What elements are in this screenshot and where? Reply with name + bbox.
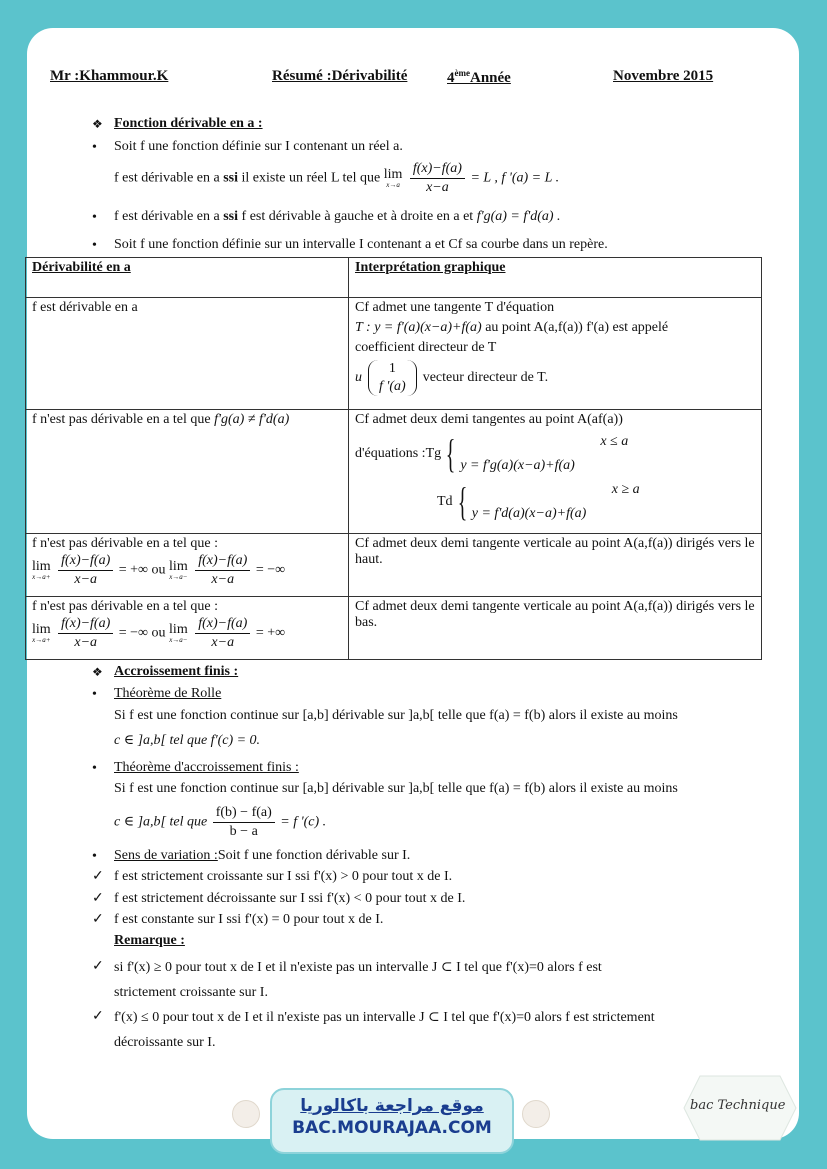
- stamp-text: bac Technique: [690, 1098, 786, 1113]
- table-row: [26, 298, 762, 410]
- remark2-line1: f'(x) ≤ 0 pour tout x de I et il n'existe pas un intervalle J ⊂ I tel que f'(x)=0 alors f est strictement: [114, 1010, 655, 1025]
- remark1-line1: si f'(x) ≥ 0 pour tout x de I et il n'existe pas un intervalle J ⊂ I tel que f'(x)=0 alors f est: [114, 960, 602, 975]
- bullet-icon: •: [92, 140, 97, 155]
- row4-right: Cf admet deux demi tangente verticale au point A(a,f(a)) dirigés vers le bas.: [349, 597, 762, 660]
- remark2-line2: décroissante sur I.: [114, 1035, 216, 1050]
- check-icon: ✓: [92, 959, 104, 974]
- check-icon: ✓: [92, 1009, 104, 1024]
- taf-line1: Si f est une fonction continue sur [a,b] dérivable sur ]a,b[ telle que f(a) = f(b) alors il existe au moins: [114, 781, 678, 796]
- check-icon: ✓: [92, 869, 104, 884]
- diamond-bullet-icon: ❖: [92, 117, 103, 131]
- site-logo-left-icon: [232, 1100, 260, 1128]
- row1-left: f est dérivable en a: [26, 298, 349, 410]
- limit-symbol: lim x→a: [383, 166, 403, 189]
- check-line1: f est strictement croissante sur I ssi f'(x) > 0 pour tout x de I.: [114, 869, 453, 884]
- doc-title: Résumé :Dérivabilité: [272, 68, 408, 84]
- bullet-icon: •: [92, 761, 97, 776]
- row3-left: f n'est pas dérivable en a tel que : lim x→a+ $\frac{f(x)-f(a)}{x-a}$ = +∞ ou lim x→a− $\frac{f(x)-f(a)}{x-a}$ = −∞: [26, 534, 349, 597]
- row2-left: f n'est pas dérivable en a tel que f'g(a) ≠ f'd(a): [26, 410, 349, 534]
- rolle-line1: Si f est une fonction continue sur [a,b] dérivable sur ]a,b[ telle que f(a) = f(b) alors il existe au moins: [114, 708, 678, 723]
- section1-heading: Fonction dérivable en a :: [114, 116, 263, 131]
- s1-b3-text: Soit f une fonction définie sur un intervalle I contenant a et Cf sa courbe dans un repère.: [114, 237, 608, 252]
- remarque-heading: Remarque :: [114, 933, 185, 948]
- rolle-title: Théorème de Rolle: [114, 686, 222, 701]
- row1-right: Cf admet une tangente T d'équation T : y = f'(a)(x−a)+f(a) au point A(a,f(a)) f'(a) est appelé coefficient directeur de T u 1 f '(a) vecteur directeur de T.: [349, 298, 762, 410]
- check-icon: ✓: [92, 891, 104, 906]
- table-row: [26, 534, 762, 597]
- derivability-table: [25, 257, 762, 660]
- s1-b2: f est dérivable en a ssi f est dérivable à gauche et à droite en a et f'g(a) = f'd(a) .: [114, 209, 561, 224]
- check-line3: f est constante sur I ssi f'(x) = 0 pour tout x de I.: [114, 912, 384, 927]
- site-name-arabic: موقع مراجعة باكالوريا: [300, 1096, 484, 1116]
- check-line2: f est strictement décroissante sur I ssi f'(x) < 0 pour tout x de I.: [114, 891, 466, 906]
- taf-line2: c ∈ ]a,b[ tel que $\frac{f(b) - f(a)}{b - a}$ = f '(c) .: [114, 805, 327, 839]
- author: Mr :Khammour.K: [50, 68, 169, 84]
- derivative-fraction: $\frac{f(x)-f(a)}{x-a}$: [410, 160, 465, 197]
- check-icon: ✓: [92, 912, 104, 927]
- section2-heading: Accroissement finis :: [114, 664, 239, 679]
- bullet-icon: •: [92, 687, 97, 702]
- sens-line: Sens de variation :Soit f une fonction dérivable sur I.: [114, 848, 411, 863]
- taf-title: Théorème d'accroissement finis :: [114, 760, 299, 775]
- level: 4èmeAnnée: [447, 68, 511, 86]
- bullet-icon: •: [92, 238, 97, 253]
- table-row: [26, 597, 762, 660]
- bullet-icon: •: [92, 849, 97, 864]
- row3-right: Cf admet deux demi tangente verticale au point A(a,f(a)) dirigés vers le haut.: [349, 534, 762, 597]
- bac-technique-stamp: [680, 1068, 800, 1148]
- remark1-line2: strictement croissante sur I.: [114, 985, 268, 1000]
- site-logo-right-icon: [522, 1100, 550, 1128]
- row4-left: f n'est pas dérivable en a tel que : lim x→a+ $\frac{f(x)-f(a)}{x-a}$ = −∞ ou lim x→a− $\frac{f(x)-f(a)}{x-a}$ = +∞: [26, 597, 349, 660]
- diamond-bullet-icon: ❖: [92, 665, 103, 679]
- s1-b1-text: Soit f une fonction définie sur I contenant un réel a.: [114, 139, 403, 154]
- site-banner[interactable]: [270, 1088, 514, 1154]
- col-header-interpretation: Interprétation graphique: [349, 258, 762, 298]
- s1-def-line: f est dérivable en a ssi il existe un réel L tel que lim x→a $\frac{f(x)-f(a)}{x-a}$ = L , f '(a) = L .: [114, 161, 560, 195]
- table-row: [26, 410, 762, 534]
- site-url[interactable]: BAC.MOURAJAA.COM: [292, 1118, 492, 1138]
- col-header-derivabilite: Dérivabilité en a: [26, 258, 349, 298]
- rolle-line2: c ∈ ]a,b[ tel que f'(c) = 0.: [114, 733, 261, 748]
- table-header-row: [26, 258, 762, 298]
- date: Novembre 2015: [613, 68, 714, 84]
- bullet-icon: •: [92, 210, 97, 225]
- row2-right: Cf admet deux demi tangentes au point A(af(a)) d'équations :Tg { x ≤ a y = f'g(a)(x−a)+f(a) Td { x ≥ a y = f'd(a)(x−a)+f(a): [349, 410, 762, 534]
